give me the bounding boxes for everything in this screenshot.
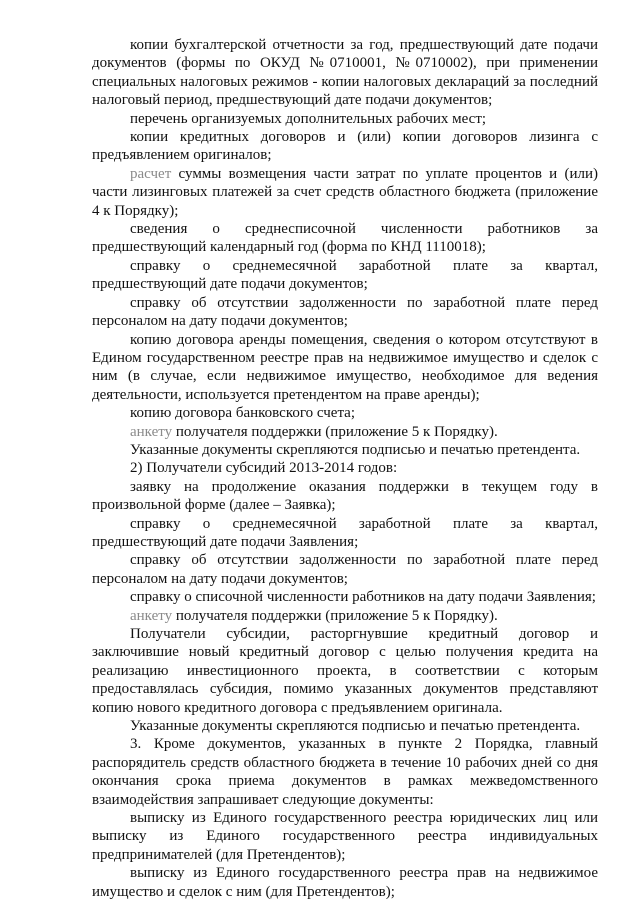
paragraph (92, 864, 598, 901)
paragraph-text: получателя поддержки (приложение 5 к Порядку). (172, 423, 498, 440)
paragraph-text: справку об отсутствии задолженности по заработной плате перед персоналом на дату подачи документов; (92, 552, 598, 587)
paragraph-text: справку о среднемесячной заработной плате за квартал, предшествующий дате подачи документов; (92, 257, 598, 293)
paragraph-text: копии кредитных договоров и (или) копии договоров лизинга с предъявлением оригиналов; (92, 129, 598, 164)
paragraph (92, 257, 598, 294)
paragraph (92, 331, 598, 405)
paragraph (92, 459, 598, 477)
paragraph (92, 404, 598, 422)
paragraph-text: Указанные документы скрепляются подписью и печатью претендента. (130, 441, 581, 458)
paragraph (92, 423, 598, 441)
paragraph-text: копию договора банковского счета; (130, 405, 356, 422)
paragraph-text: суммы возмещения части затрат по уплате процентов и (или) части лизинговых платежей за счет средств областного бюджета (приложение 4 к Порядку); (92, 165, 598, 219)
paragraph-text: справку о среднемесячной заработной плате за квартал, предшествующий дате подачи Заявления; (92, 515, 598, 550)
faded-word: анкету (130, 423, 173, 440)
paragraph-text: справку о списочной численности работников на дату подачи Заявления; (130, 589, 596, 606)
paragraph (92, 607, 598, 625)
faded-word: расчет (130, 165, 172, 182)
paragraph (92, 441, 598, 459)
paragraph (92, 165, 598, 220)
paragraph (92, 809, 598, 864)
paragraph-text: Указанные документы скрепляются подписью и печатью претендента. (130, 718, 581, 735)
faded-word: анкету (130, 607, 173, 624)
paragraph-text: Получатели субсидии, расторгнувшие кредитный договор и заключившие новый кредитный договор с целью получения кредита на реализацию инвестиционного проекта, в соответствии с которым предоставлялась субсидия, помимо указанных документов представляют копию нового кредитного договора с предъявлением оригинала. (92, 626, 598, 716)
paragraph (92, 294, 598, 331)
paragraph-text: получателя поддержки (приложение 5 к Порядку). (172, 607, 498, 624)
paragraph-text: 3. Кроме документов, указанных в пункте 2 Порядка, главный распорядитель средств областного бюджета в течение 10 рабочих дней со дня окончания срока приема документов в рамках межведомственного взаимодействия запрашивает следующие документы: (92, 736, 598, 808)
paragraph-text: выписку из Единого государственного реестра прав на недвижимое имущество и сделок с ним (для Претендентов); (92, 865, 598, 900)
paragraph-text: справку об отсутствии задолженности по заработной плате перед персоналом на дату подачи документов; (92, 294, 598, 330)
paragraph (92, 735, 598, 809)
paragraph (92, 625, 598, 717)
paragraph (92, 110, 598, 128)
paragraph (92, 36, 598, 110)
paragraph-text: копии бухгалтерской отчетности за год, предшествующий дате подачи документов (формы по ОКУД №0710001, №0710002), при применении специальных налоговых режимов - копии налоговых деклараций за последний налоговый период, предшествующий дате подачи документов; (92, 37, 598, 109)
paragraph (92, 478, 598, 515)
paragraph-text: выписку из Единого государственного реестра юридических лиц или выписку из Единого государственного реестра индивидуальных предпринимателей (для Претендентов); (92, 810, 598, 863)
paragraph-text: заявку на продолжение оказания поддержки в текущем году в произвольной форме (далее – Заявка); (92, 478, 598, 514)
paragraph-text: копию договора аренды помещения, сведения о котором отсутствуют в Едином государственном реестре прав на недвижимое имущество и сделок с ним (в случае, если недвижимое имущество, необходимое для ведения деятельности, используется претендентом на праве аренды); (92, 331, 598, 403)
paragraph-text: сведения о среднесписочной численности работников за предшествующий календарный год (форма по КНД 1110018); (92, 221, 598, 256)
document-body (92, 36, 598, 901)
paragraph-text: 2) Получатели субсидий 2013-2014 годов: (130, 460, 398, 477)
paragraph (92, 717, 598, 735)
paragraph (92, 220, 598, 257)
paragraph-text: перечень организуемых дополнительных рабочих мест; (130, 110, 487, 127)
paragraph (92, 588, 598, 606)
paragraph (92, 551, 598, 588)
paragraph (92, 515, 598, 552)
paragraph (92, 128, 598, 165)
